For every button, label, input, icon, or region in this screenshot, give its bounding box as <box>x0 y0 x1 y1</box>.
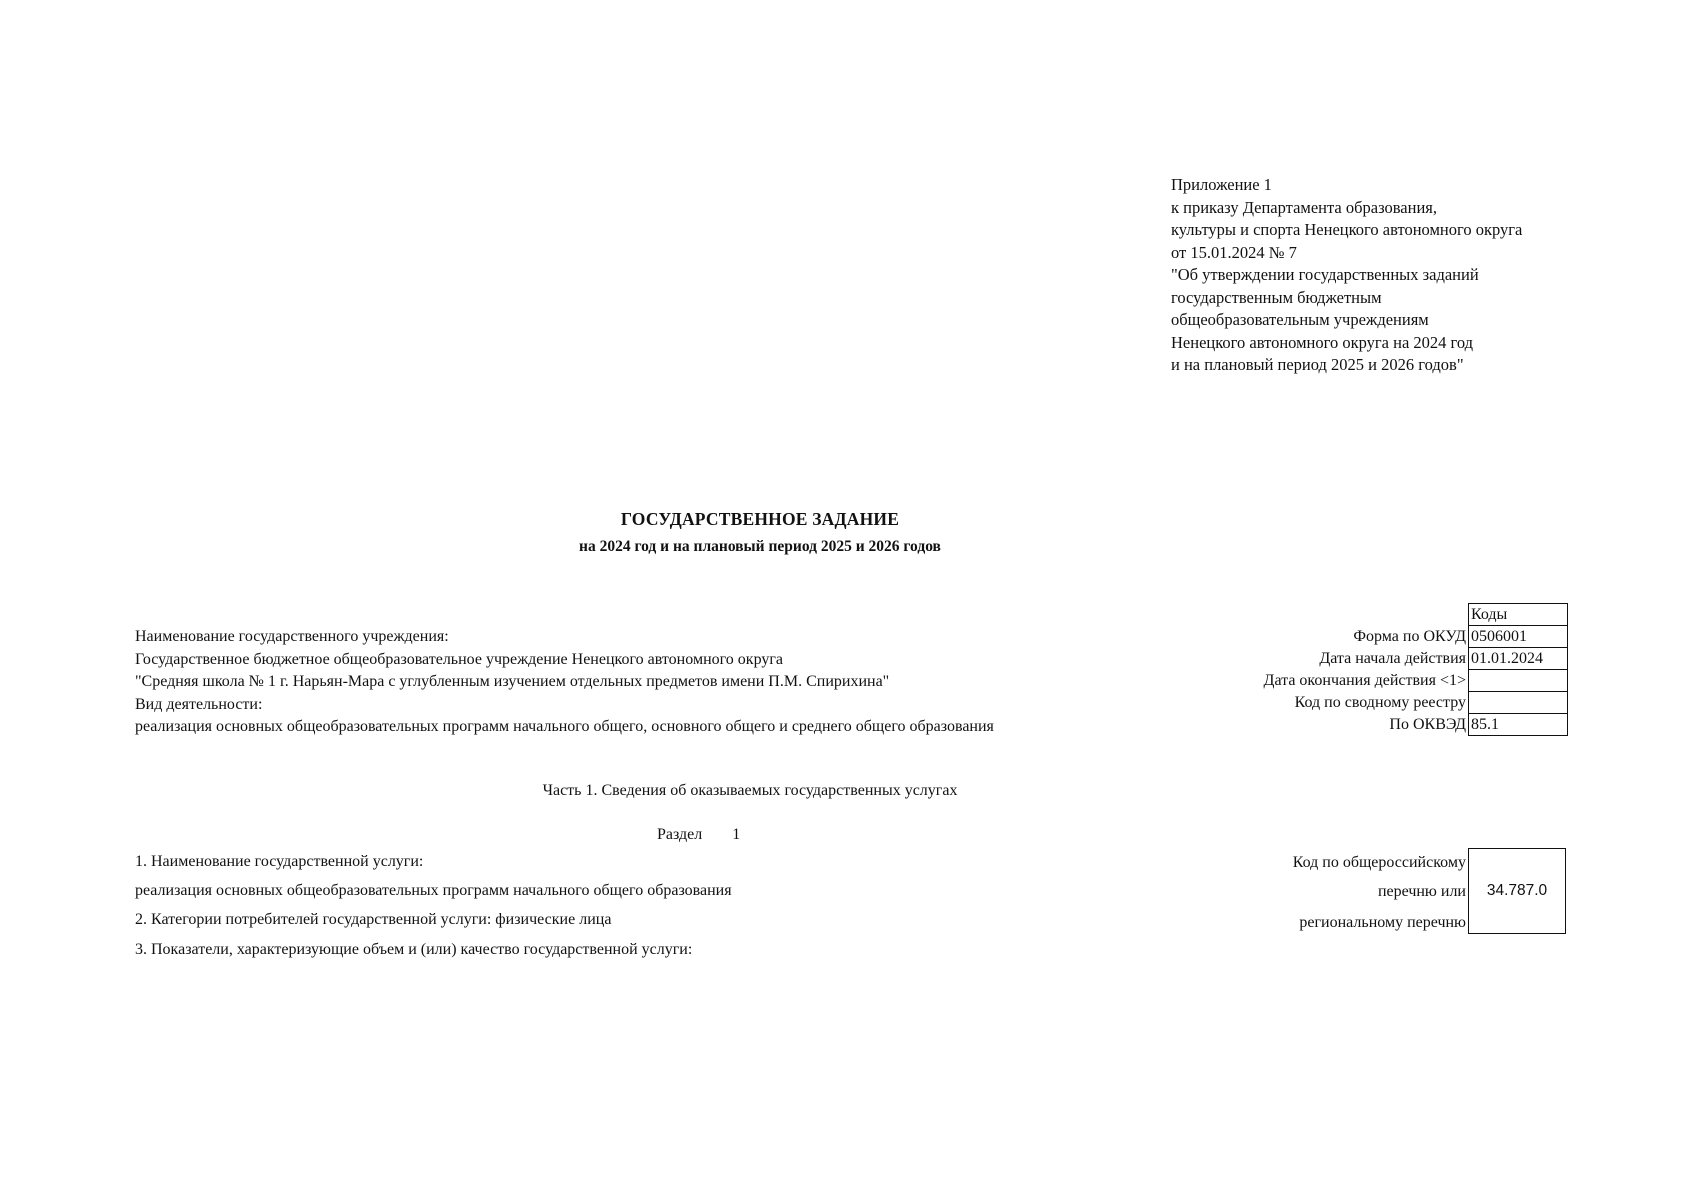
part-heading: Часть 1. Сведения об оказываемых государственных услугах <box>542 782 958 799</box>
document-title: ГОСУДАРСТВЕННОЕ ЗАДАНИЕ <box>620 509 900 529</box>
codes-row <box>1100 692 1568 714</box>
document-subtitle: на 2024 год и на плановый период 2025 и 2026 годов <box>579 538 941 555</box>
codes-row-value <box>1469 692 1568 714</box>
indicators-heading: 3. Показатели, характеризующие объем и (или) качество государственной услуги: <box>135 941 693 958</box>
service-name-label: 1. Наименование государственной услуги: <box>135 853 424 870</box>
codes-row-label: Форма по ОКУД <box>1353 628 1466 645</box>
codes-row-value: 85.1 <box>1469 714 1568 736</box>
codes-row-label: Дата окончания действия <1> <box>1263 672 1466 689</box>
codes-row <box>1100 670 1568 692</box>
codes-row <box>1100 626 1568 648</box>
codes-row-value: 01.01.2024 <box>1469 648 1568 670</box>
section-heading <box>657 826 740 844</box>
appendix-line: "Об утверждении государственных заданий <box>1171 265 1479 284</box>
institution-label: Наименование государственного учреждения: <box>135 628 449 645</box>
activity-value: реализация основных общеобразовательных программ начального общего, основного общего и среднего общего образования <box>135 718 994 735</box>
appendix-line: общеобразовательным учреждениям <box>1171 310 1429 329</box>
codes-row <box>1100 714 1568 736</box>
codes-row <box>1100 648 1568 670</box>
appendix-line: к приказу Департамента образования, <box>1171 197 1438 217</box>
activity-label: Вид деятельности: <box>135 695 263 713</box>
registry-label-line2: перечню или <box>1377 883 1466 900</box>
codes-header: Коды <box>1469 604 1568 626</box>
registry-label-line3: региональному перечню <box>1299 914 1466 931</box>
institution-name-line2: "Средняя школа № 1 г. Нарьян-Мара с углубленным изучением отдельных предметов имени П.М. Спирихина" <box>135 673 890 690</box>
codes-row-label: Код по сводному реестру <box>1294 694 1466 711</box>
appendix-line: культуры и спорта Ненецкого автономного округа <box>1171 220 1523 239</box>
codes-row-value: 0506001 <box>1469 626 1568 648</box>
codes-header-row <box>1100 604 1568 626</box>
appendix-line: от 15.01.2024 № 7 <box>1171 242 1297 262</box>
codes-row-label: Дата начала действия <box>1319 650 1466 667</box>
appendix-line: Ненецкого автономного округа на 2024 год <box>1171 332 1474 352</box>
service-name-value: реализация основных общеобразовательных программ начального общего образования <box>135 882 732 899</box>
appendix-line: государственным бюджетным <box>1171 287 1382 307</box>
codes-table <box>1100 603 1568 736</box>
appendix-line: Приложение 1 <box>1171 175 1272 194</box>
registry-label-line1: Код по общероссийскому <box>1292 854 1466 871</box>
codes-row-label: По ОКВЭД <box>1389 716 1466 733</box>
consumer-category: 2. Категории потребителей государственной услуги: физические лица <box>135 911 612 928</box>
section-label: Раздел <box>657 826 703 843</box>
institution-block <box>135 626 994 739</box>
section-number: 1 <box>732 826 741 843</box>
codes-row-value <box>1469 670 1568 692</box>
appendix-line: и на плановый период 2025 и 2026 годов" <box>1171 355 1464 374</box>
appendix-block <box>1171 174 1591 377</box>
institution-name-line1: Государственное бюджетное общеобразовательное учреждение Ненецкого автономного округа <box>135 650 784 668</box>
registry-code-box: 34.787.0 <box>1468 848 1566 934</box>
